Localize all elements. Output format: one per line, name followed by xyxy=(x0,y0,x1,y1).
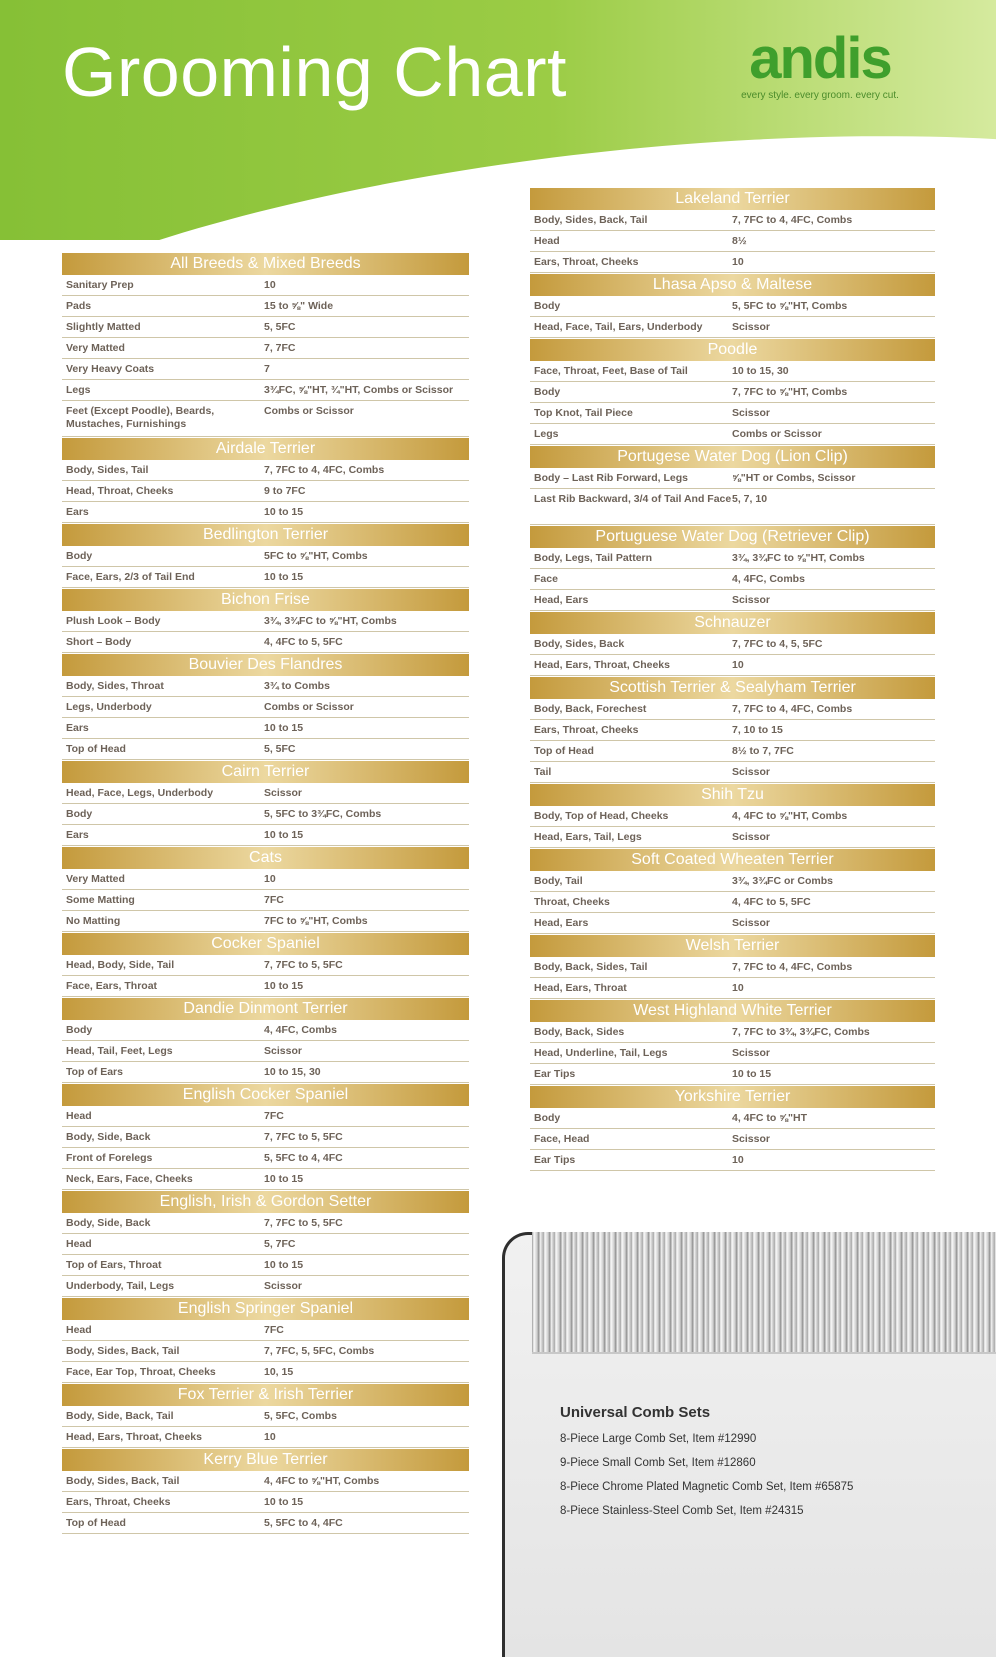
table-row xyxy=(62,1427,469,1448)
table-row xyxy=(62,1234,469,1255)
blade-cell: 7, 7FC to 4, 4FC, Combs xyxy=(732,703,853,715)
body-area-cell: Top of Head xyxy=(534,745,594,757)
body-area-cell: Top of Head xyxy=(66,1517,126,1529)
breed-header: Portugese Water Dog (Lion Clip) xyxy=(530,446,935,468)
table-row xyxy=(62,869,469,890)
blade-cell: Scissor xyxy=(732,831,770,843)
right-column xyxy=(530,187,935,1171)
body-area-cell: Ear Tips xyxy=(534,1154,576,1166)
breed-header: Soft Coated Wheaten Terrier xyxy=(530,849,935,871)
blade-cell: 3¾, 3¾FC or Combs xyxy=(732,875,833,887)
body-area-cell: Head xyxy=(534,235,560,247)
blade-cell: 4, 4FC to ⅝"HT, Combs xyxy=(264,1475,380,1487)
body-area-cell: Face xyxy=(534,573,558,585)
table-row xyxy=(62,1041,469,1062)
blade-cell: 10 xyxy=(732,982,744,994)
blade-cell: 7, 7FC to 3¾, 3¾FC, Combs xyxy=(732,1026,870,1038)
body-area-cell: Body xyxy=(534,386,561,398)
body-area-cell: Ears, Throat, Cheeks xyxy=(534,724,639,736)
body-area-cell: Head, Ears, Throat, Cheeks xyxy=(534,659,670,671)
breed-header: West Highland White Terrier xyxy=(530,1000,935,1022)
breed-header: All Breeds & Mixed Breeds xyxy=(62,253,469,275)
body-area-cell: Head, Face, Legs, Underbody xyxy=(66,787,214,799)
breed-header: Portuguese Water Dog (Retriever Clip) xyxy=(530,526,935,548)
table-row xyxy=(530,1108,935,1129)
table-row xyxy=(530,468,935,489)
blade-cell: 3¾FC, ⅝"HT, ¾"HT, Combs or Scissor xyxy=(264,384,454,396)
body-area-cell: Head, Underline, Tail, Legs xyxy=(534,1047,668,1059)
table-row xyxy=(62,1276,469,1297)
body-area-cell: Feet (Except Poodle), Beards, Mustaches, Furnishings xyxy=(66,405,215,430)
table-row xyxy=(62,804,469,825)
table-row xyxy=(530,806,935,827)
breed-header: Airdale Terrier xyxy=(62,438,469,460)
table-row xyxy=(62,1492,469,1513)
blade-cell: 9 to 7FC xyxy=(264,485,306,497)
blade-cell: ⅝"HT or Combs, Scissor xyxy=(732,472,856,484)
blade-cell: 7, 7FC to 5, 5FC xyxy=(264,1217,343,1229)
comb-teeth xyxy=(532,1232,996,1354)
blade-cell: 10 to 15 xyxy=(264,980,304,992)
blade-cell: 10 to 15 xyxy=(264,1259,304,1271)
body-area-cell: Body – Last Rib Forward, Legs xyxy=(534,472,689,484)
body-area-cell: Body, Back, Forechest xyxy=(534,703,647,715)
blade-cell: 5, 5FC to 4, 4FC xyxy=(264,1517,343,1529)
body-area-cell: Body xyxy=(66,808,93,820)
table-row xyxy=(530,699,935,720)
blade-cell: 7, 7FC to 5, 5FC xyxy=(264,959,343,971)
table-row xyxy=(530,569,935,590)
table-row xyxy=(530,296,935,317)
blade-cell: Scissor xyxy=(732,1047,770,1059)
table-row xyxy=(530,590,935,611)
table-row xyxy=(530,231,935,252)
comb-set-item: 8-Piece Chrome Plated Magnetic Comb Set, Item #65875 xyxy=(560,1481,854,1493)
body-area-cell: Front of Forelegs xyxy=(66,1152,153,1164)
table-row xyxy=(62,611,469,632)
body-area-cell: Head, Ears xyxy=(534,594,589,606)
body-area-cell: Plush Look – Body xyxy=(66,615,161,627)
body-area-cell: Body xyxy=(534,300,561,312)
body-area-cell: Face, Throat, Feet, Base of Tail xyxy=(534,365,688,377)
table-row xyxy=(62,1471,469,1492)
blade-cell: 10 xyxy=(732,256,744,268)
blade-cell: 7, 7FC to 4, 5, 5FC xyxy=(732,638,823,650)
blade-cell: 10 to 15, 30 xyxy=(264,1066,321,1078)
blade-cell: Combs or Scissor xyxy=(732,428,822,440)
blade-cell: 8½ xyxy=(732,235,747,247)
body-area-cell: Body, Back, Sides, Tail xyxy=(534,961,648,973)
table-row xyxy=(62,401,469,437)
table-row xyxy=(530,382,935,403)
blade-cell: 8½ to 7, 7FC xyxy=(732,745,794,757)
table-row xyxy=(530,210,935,231)
table-row xyxy=(62,1320,469,1341)
brand-logo xyxy=(700,26,940,101)
body-area-cell: Body xyxy=(66,1024,93,1036)
blade-cell: Scissor xyxy=(264,787,302,799)
blade-cell: 7FC xyxy=(264,1110,284,1122)
blade-cell: Scissor xyxy=(732,594,770,606)
blade-cell: Scissor xyxy=(732,766,770,778)
brand-logo-wordmark: andis xyxy=(749,26,891,91)
body-area-cell: Top of Head xyxy=(66,743,126,755)
blade-cell: 10 to 15 xyxy=(264,829,304,841)
body-area-cell: Face, Ears, 2/3 of Tail End xyxy=(66,571,195,583)
table-row xyxy=(62,718,469,739)
table-row xyxy=(530,827,935,848)
breed-header: Fox Terrier & Irish Terrier xyxy=(62,1384,469,1406)
breed-header: Yorkshire Terrier xyxy=(530,1086,935,1108)
blade-cell: 15 to ⅝" Wide xyxy=(264,300,334,312)
table-row xyxy=(62,1106,469,1127)
blade-cell: 10 xyxy=(264,873,276,885)
body-area-cell: Body, Legs, Tail Pattern xyxy=(534,552,653,564)
table-row xyxy=(62,676,469,697)
body-area-cell: Head xyxy=(66,1110,92,1122)
blade-cell: 5, 7FC xyxy=(264,1238,296,1250)
table-row xyxy=(62,1127,469,1148)
body-area-cell: Head, Face, Tail, Ears, Underbody xyxy=(534,321,703,333)
body-area-cell: Very Matted xyxy=(66,342,125,354)
body-area-cell: Ears, Throat, Cheeks xyxy=(66,1496,171,1508)
blade-cell: 5, 5FC to ⅝"HT, Combs xyxy=(732,300,848,312)
table-row xyxy=(62,1020,469,1041)
table-row xyxy=(530,720,935,741)
blade-cell: 4, 4FC to 5, 5FC xyxy=(732,896,811,908)
body-area-cell: Body, Side, Back, Tail xyxy=(66,1410,174,1422)
body-area-cell: Head, Ears xyxy=(534,917,589,929)
table-row xyxy=(530,1064,935,1085)
blade-cell: 10 xyxy=(264,1431,276,1443)
table-row xyxy=(530,892,935,913)
table-row xyxy=(62,825,469,846)
table-row xyxy=(62,502,469,523)
table-row xyxy=(62,380,469,401)
table-row xyxy=(530,424,935,445)
breed-header: Cocker Spaniel xyxy=(62,933,469,955)
body-area-cell: Some Matting xyxy=(66,894,135,906)
blade-cell: 10 to 15 xyxy=(264,506,304,518)
comb-set-item: 9-Piece Small Comb Set, Item #12860 xyxy=(560,1457,756,1469)
blade-cell: Scissor xyxy=(732,407,770,419)
table-row xyxy=(530,1022,935,1043)
blade-cell: 10 to 15 xyxy=(264,1496,304,1508)
table-row xyxy=(530,913,935,934)
table-row xyxy=(62,632,469,653)
breed-header: Lakeland Terrier xyxy=(530,188,935,210)
body-area-cell: Body, Sides, Back, Tail xyxy=(66,1345,180,1357)
body-area-cell: Body, Side, Back xyxy=(66,1131,151,1143)
table-row xyxy=(62,359,469,380)
blade-cell: 7, 7FC to 5, 5FC xyxy=(264,1131,343,1143)
body-area-cell: Head, Tail, Feet, Legs xyxy=(66,1045,173,1057)
blade-cell: Scissor xyxy=(732,1133,770,1145)
blade-cell: Combs or Scissor xyxy=(264,701,354,713)
body-area-cell: Body, Tail xyxy=(534,875,583,887)
body-area-cell: Body, Back, Sides xyxy=(534,1026,625,1038)
breed-header: English Springer Spaniel xyxy=(62,1298,469,1320)
table-row xyxy=(530,655,935,676)
body-area-cell: Very Heavy Coats xyxy=(66,363,155,375)
table-row xyxy=(62,1148,469,1169)
blade-cell: 7, 7FC xyxy=(264,342,296,354)
blade-cell: 4, 4FC, Combs xyxy=(264,1024,337,1036)
body-area-cell: Short – Body xyxy=(66,636,132,648)
body-area-cell: Body, Sides, Back, Tail xyxy=(66,1475,180,1487)
breed-header: English Cocker Spaniel xyxy=(62,1084,469,1106)
blade-cell: 10 to 15 xyxy=(264,571,304,583)
body-area-cell: Tail xyxy=(534,766,552,778)
blade-cell: Combs or Scissor xyxy=(264,405,354,417)
body-area-cell: Ears xyxy=(66,506,89,518)
table-row xyxy=(62,567,469,588)
table-row xyxy=(62,338,469,359)
table-row xyxy=(62,1062,469,1083)
body-area-cell: Head, Ears, Tail, Legs xyxy=(534,831,642,843)
table-row xyxy=(62,1513,469,1534)
table-row xyxy=(530,489,935,525)
table-row xyxy=(62,1169,469,1190)
body-area-cell: Body xyxy=(534,1112,561,1124)
table-row xyxy=(530,548,935,569)
table-row xyxy=(62,1406,469,1427)
table-row xyxy=(62,460,469,481)
blade-cell: Scissor xyxy=(264,1045,302,1057)
blade-cell: Scissor xyxy=(264,1280,302,1292)
table-row xyxy=(62,1213,469,1234)
body-area-cell: Body xyxy=(66,550,93,562)
comb-sets-info xyxy=(560,1404,980,1529)
body-area-cell: Ear Tips xyxy=(534,1068,576,1080)
blade-cell: 7, 7FC to 4, 4FC, Combs xyxy=(264,464,385,476)
table-row xyxy=(62,481,469,502)
table-row xyxy=(62,1341,469,1362)
blade-cell: 3¾, 3¾FC to ⅝"HT, Combs xyxy=(264,615,397,627)
blade-cell: 5, 5FC to 4, 4FC xyxy=(264,1152,343,1164)
table-row xyxy=(530,634,935,655)
blade-cell: 3¾ to Combs xyxy=(264,680,330,692)
body-area-cell: Legs xyxy=(66,384,91,396)
body-area-cell: Neck, Ears, Face, Cheeks xyxy=(66,1173,193,1185)
table-row xyxy=(530,1129,935,1150)
table-row xyxy=(62,955,469,976)
body-area-cell: Head, Throat, Cheeks xyxy=(66,485,174,497)
blade-cell: 5, 5FC to 3¾FC, Combs xyxy=(264,808,382,820)
breed-header: Bedlington Terrier xyxy=(62,524,469,546)
breed-header: English, Irish & Gordon Setter xyxy=(62,1191,469,1213)
table-row xyxy=(62,783,469,804)
body-area-cell: Face, Ears, Throat xyxy=(66,980,158,992)
breed-header: Dandie Dinmont Terrier xyxy=(62,998,469,1020)
blade-cell: 10 to 15 xyxy=(732,1068,772,1080)
breed-header: Bouvier Des Flandres xyxy=(62,654,469,676)
body-area-cell: Face, Head xyxy=(534,1133,590,1145)
table-row xyxy=(62,317,469,338)
blade-cell: 7, 7FC to ⅝"HT, Combs xyxy=(732,386,848,398)
body-area-cell: Body, Side, Back xyxy=(66,1217,151,1229)
body-area-cell: Head, Ears, Throat xyxy=(534,982,627,994)
breed-header: Scottish Terrier & Sealyham Terrier xyxy=(530,677,935,699)
table-row xyxy=(530,403,935,424)
blade-cell: 5, 5FC, Combs xyxy=(264,1410,337,1422)
breed-header: Cats xyxy=(62,847,469,869)
breed-header: Cairn Terrier xyxy=(62,761,469,783)
blade-cell: 5, 5FC xyxy=(264,743,296,755)
body-area-cell: Throat, Cheeks xyxy=(534,896,610,908)
blade-cell: 7FC xyxy=(264,1324,284,1336)
body-area-cell: Head xyxy=(66,1324,92,1336)
blade-cell: 10, 15 xyxy=(264,1366,294,1378)
body-area-cell: Sanitary Prep xyxy=(66,279,134,291)
body-area-cell: Very Matted xyxy=(66,873,125,885)
blade-cell: 10 xyxy=(264,279,276,291)
blade-cell: 4, 4FC, Combs xyxy=(732,573,805,585)
blade-cell: 10 xyxy=(732,659,744,671)
blade-cell: 4, 4FC to ⅝"HT, Combs xyxy=(732,810,848,822)
blade-cell: 5FC to ⅝"HT, Combs xyxy=(264,550,368,562)
body-area-cell: Underbody, Tail, Legs xyxy=(66,1280,175,1292)
blade-cell: 7, 10 to 15 xyxy=(732,724,783,736)
blade-cell: 4, 4FC to ⅝"HT xyxy=(732,1112,807,1124)
table-row xyxy=(62,1255,469,1276)
page-title: Grooming Chart xyxy=(62,33,567,111)
breed-header: Lhasa Apso & Maltese xyxy=(530,274,935,296)
blade-cell: 7FC to ⅝"HT, Combs xyxy=(264,915,368,927)
comb-set-item: 8-Piece Stainless-Steel Comb Set, Item #24315 xyxy=(560,1505,804,1517)
body-area-cell: Legs, Underbody xyxy=(66,701,152,713)
body-area-cell: Ears xyxy=(66,829,89,841)
body-area-cell: Last Rib Backward, 3/4 of Tail And Face xyxy=(534,493,732,505)
breed-header: Kerry Blue Terrier xyxy=(62,1449,469,1471)
blade-cell: 4, 4FC to 5, 5FC xyxy=(264,636,343,648)
table-row xyxy=(62,890,469,911)
body-area-cell: Head, Body, Side, Tail xyxy=(66,959,175,971)
breed-header: Shih Tzu xyxy=(530,784,935,806)
table-row xyxy=(530,762,935,783)
body-area-cell: No Matting xyxy=(66,915,121,927)
comb-sets-title: Universal Comb Sets xyxy=(560,1404,711,1421)
comb-illustration xyxy=(502,1232,996,1654)
blade-cell: 7, 7FC to 4, 4FC, Combs xyxy=(732,214,853,226)
body-area-cell: Ears xyxy=(66,722,89,734)
table-row xyxy=(62,697,469,718)
blade-cell: 3¾, 3¾FC to ⅝"HT, Combs xyxy=(732,552,865,564)
body-area-cell: Pads xyxy=(66,300,92,312)
blade-cell: Scissor xyxy=(732,917,770,929)
body-area-cell: Body, Sides, Tail xyxy=(66,464,149,476)
blade-cell: Scissor xyxy=(732,321,770,333)
body-area-cell: Top of Ears xyxy=(66,1066,123,1078)
breed-header: Welsh Terrier xyxy=(530,935,935,957)
table-row xyxy=(62,739,469,760)
blade-cell: 5, 5FC xyxy=(264,321,296,333)
blade-cell: 7, 7FC, 5, 5FC, Combs xyxy=(264,1345,375,1357)
body-area-cell: Legs xyxy=(534,428,559,440)
table-row xyxy=(62,976,469,997)
breed-header: Poodle xyxy=(530,339,935,361)
left-column xyxy=(62,252,469,1534)
blade-cell: 7 xyxy=(264,363,270,375)
body-area-cell: Body, Sides, Back, Tail xyxy=(534,214,648,226)
table-row xyxy=(530,252,935,273)
body-area-cell: Top of Ears, Throat xyxy=(66,1259,162,1271)
comb-set-item: 8-Piece Large Comb Set, Item #12990 xyxy=(560,1433,757,1445)
blade-cell: 10 xyxy=(732,1154,744,1166)
blade-cell: 5, 7, 10 xyxy=(732,493,768,505)
body-area-cell: Body, Sides, Back xyxy=(534,638,625,650)
blade-cell: 10 to 15 xyxy=(264,722,304,734)
body-area-cell: Ears, Throat, Cheeks xyxy=(534,256,639,268)
table-row xyxy=(62,275,469,296)
body-area-cell: Face, Ear Top, Throat, Cheeks xyxy=(66,1366,216,1378)
blade-cell: 7FC xyxy=(264,894,284,906)
body-area-cell: Body, Top of Head, Cheeks xyxy=(534,810,669,822)
breed-header: Bichon Frise xyxy=(62,589,469,611)
table-row xyxy=(62,546,469,567)
table-row xyxy=(62,1362,469,1383)
blade-cell: 10 to 15, 30 xyxy=(732,365,789,377)
table-row xyxy=(62,296,469,317)
blade-cell: 10 to 15 xyxy=(264,1173,304,1185)
table-row xyxy=(530,741,935,762)
table-row xyxy=(530,871,935,892)
body-area-cell: Slightly Matted xyxy=(66,321,141,333)
table-row xyxy=(62,911,469,932)
brand-tagline: every style. every groom. every cut. xyxy=(741,90,899,101)
table-row xyxy=(530,361,935,382)
table-row xyxy=(530,1043,935,1064)
blade-cell: 7, 7FC to 4, 4FC, Combs xyxy=(732,961,853,973)
body-area-cell: Top Knot, Tail Piece xyxy=(534,407,633,419)
table-row xyxy=(530,957,935,978)
body-area-cell: Body, Sides, Throat xyxy=(66,680,164,692)
breed-header: Schnauzer xyxy=(530,612,935,634)
table-row xyxy=(530,317,935,338)
body-area-cell: Head, Ears, Throat, Cheeks xyxy=(66,1431,202,1443)
table-row xyxy=(530,1150,935,1171)
body-area-cell: Head xyxy=(66,1238,92,1250)
table-row xyxy=(530,978,935,999)
